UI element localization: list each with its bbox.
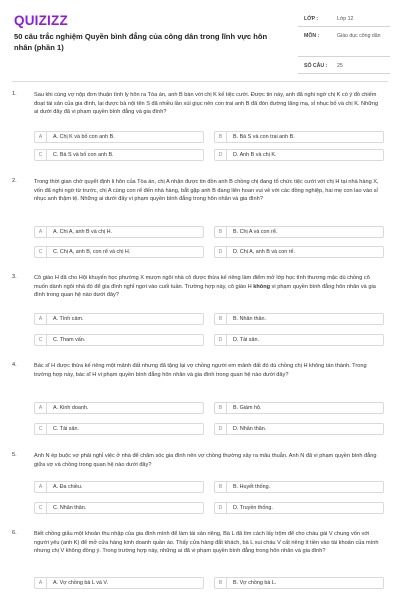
option-text: C. Tài sản. — [53, 426, 79, 432]
option-letter: B — [215, 482, 227, 492]
option-text: B. Giám hộ. — [233, 405, 262, 411]
option-d[interactable] — [214, 246, 384, 258]
option-c[interactable] — [34, 334, 204, 346]
option-text: D. Anh B và chị K. — [233, 152, 277, 158]
option-c[interactable] — [34, 423, 204, 435]
option-b[interactable] — [214, 313, 384, 325]
meta-value: Giáo dục công dân — [337, 33, 381, 39]
header-divider — [12, 81, 388, 82]
option-c[interactable] — [34, 502, 204, 514]
option-a[interactable] — [34, 402, 204, 414]
option-letter: D — [215, 150, 227, 160]
question-text: Sau khi cùng vợ nộp đơn thuận tình ly hôn ra Tòa án, anh B bàn với chị K kế tiệc cưới. Được tin này, anh đã nghi ngờ chị K có ý đồ chiếm đoạt tài sản của gia đình, lại được bà nội tên S đã nhiều lần xúi giục nên con trai anh B đã đón đường lăng mạ, sỉ nhục bố và chị K. Những ai dưới đây đã vi phạm quyền bình đẳng và gia đình? — [34, 92, 379, 115]
option-d[interactable] — [214, 149, 384, 161]
question-text: Bác sĩ H được thừa kế riêng một mảnh đất nhưng đã tặng lại vợ chồng người em mảnh đất đó dù chồng chị H không tán thành. Trong trường hợp này, bác sĩ H vi phạm quyền bình đẳng hôn nhân và gia đình trong quan hệ nào dưới đây? — [34, 363, 367, 378]
option-text: B. Bà S và con trai anh B. — [233, 134, 295, 140]
question-text-part: Cô giáo H đã cho Hội khuyến học phường X mượn ngôi nhà cô được thừa kế riêng làm điểm mở lớp học tình thương mặc dù chồng cô muốn dành ngôi nhà đó để gia đình nghỉ ngơi vào cuối tuần. Trường hợp này, cô giáo H — [34, 275, 370, 290]
question-number: 6. — [12, 530, 17, 536]
option-letter: D — [215, 335, 227, 345]
option-b[interactable] — [214, 131, 384, 143]
option-letter: A — [35, 403, 47, 413]
option-text: A. Đa chiều. — [53, 484, 83, 490]
option-letter: D — [215, 424, 227, 434]
option-letter: B — [215, 227, 227, 237]
option-a[interactable] — [34, 313, 204, 325]
meta-row-class — [298, 10, 390, 27]
option-text: A. Chị K và bố con anh B. — [53, 134, 115, 140]
option-letter: C — [35, 503, 47, 513]
option-text: A. Tình cảm. — [53, 316, 84, 322]
option-text: B. Chị A và con rể. — [233, 229, 278, 235]
option-a[interactable] — [34, 577, 204, 589]
option-letter: C — [35, 424, 47, 434]
option-c[interactable] — [34, 149, 204, 161]
meta-row-subject — [298, 27, 390, 57]
option-d[interactable] — [214, 502, 384, 514]
option-letter: C — [35, 247, 47, 257]
option-d[interactable] — [214, 334, 384, 346]
question-text-part: vi phạm quyền bình đẳng hôn nhân và gia đình trong quan hệ nào dưới đây? — [34, 283, 376, 298]
option-b[interactable] — [214, 577, 384, 589]
option-a[interactable] — [34, 481, 204, 493]
option-letter: B — [215, 403, 227, 413]
option-text: D. Truyền thống. — [233, 505, 273, 511]
option-text: D. Tài sản. — [233, 337, 259, 343]
question-text: Anh N ép buộc vợ phải nghỉ việc ở nhà để chăm sóc gia đình nên vợ chồng thường xảy ra mâu thuẫn. Anh N đã vi phạm quyền bình đẳng giữa vợ và chồng trong quan hệ nào dưới đây? — [34, 453, 377, 468]
option-letter: B — [215, 578, 227, 588]
question-text — [34, 274, 384, 300]
meta-row-count — [298, 57, 390, 74]
option-letter: A — [35, 227, 47, 237]
option-a[interactable] — [34, 226, 204, 238]
question-text: Biết chồng giấu một khoản thu nhập của gia đình mình để làm tài sản riêng, Bà L đã tìm cách lấy trộm để cho cháu gái V chung vốn với người yêu (anh K) để mở cửa hàng kinh doanh quần áo. Thấy cửa hàng đắt khách, bà L xui cháu V cất riêng ít tiền vào tài khoản của mình nhưng chị V không đồng ý. Trong trường hợp này, những ai đã vi phạm quyền bình đẳng trong hôn nhân và gia đình? — [34, 531, 379, 554]
question-number: 4. — [12, 362, 17, 368]
option-d[interactable] — [214, 423, 384, 435]
option-b[interactable] — [214, 481, 384, 493]
quizizz-logo: QUIZIZZ — [14, 13, 68, 28]
option-letter: D — [215, 503, 227, 513]
option-b[interactable] — [214, 226, 384, 238]
question-text: Trong thời gian chờ quyết định li hôn của Tòa án, chị A nhận được tin đồn anh B chồng chị đang tổ chức tiệc cưới với chị H tại nhà hàng X, vốn đã nghi ngờ từ trước, chị A cùng con rể đến nhà hàng, bắt gặp anh B đang liên hoan vui vẻ với các đồng nghiệp, hai mẹ con lao vào sỉ nhục anh thậm tệ. Những ai dưới đây vi phạm quyền bình đẳng trong hôn nhân và gia đình? — [34, 179, 379, 202]
meta-label: LỚP : — [304, 16, 319, 22]
option-letter: C — [35, 150, 47, 160]
option-c[interactable] — [34, 246, 204, 258]
worksheet-title: 50 câu trắc nghiệm Quyền bình đẳng của công dân trong lĩnh vực hôn nhân (phần 1) — [14, 32, 268, 52]
option-letter: C — [35, 335, 47, 345]
worksheet-header — [0, 0, 400, 76]
meta-table — [298, 10, 390, 74]
question-number: 1. — [12, 91, 17, 97]
question-number: 5. — [12, 452, 17, 458]
meta-label: MÔN : — [304, 33, 320, 39]
option-letter: B — [215, 132, 227, 142]
meta-value: 25 — [337, 63, 343, 69]
option-text: C. Tham vấn. — [53, 337, 86, 343]
option-text: B. Huyết thống. — [233, 484, 271, 490]
option-text: A. Chị A, anh B và chị H. — [53, 229, 113, 235]
option-text: B. Nhân thân. — [233, 316, 266, 322]
option-letter: A — [35, 482, 47, 492]
option-b[interactable] — [214, 402, 384, 414]
option-text: C. Bà S và bố con anh B. — [53, 152, 114, 158]
question-number: 3. — [12, 274, 17, 280]
question-text-emphasis: không — [253, 283, 271, 290]
option-text: A. Vợ chồng bà L và V. — [53, 580, 108, 586]
option-text: A. Kinh doanh. — [53, 405, 89, 411]
option-text: C. Chị A, anh B, con rể và chị H. — [53, 249, 131, 255]
option-a[interactable] — [34, 131, 204, 143]
option-text: D. Nhân thân. — [233, 426, 267, 432]
meta-label: SỐ CÂU : — [304, 63, 328, 69]
meta-value: Lớp 12 — [337, 16, 354, 22]
question-number: 2. — [12, 178, 17, 184]
option-letter: A — [35, 578, 47, 588]
option-letter: D — [215, 247, 227, 257]
option-text: D. Chị A, anh B và con rể. — [233, 249, 296, 255]
option-letter: A — [35, 314, 47, 324]
option-letter: B — [215, 314, 227, 324]
option-letter: A — [35, 132, 47, 142]
option-text: B. Vợ chồng bà L. — [233, 580, 277, 586]
option-text: C. Nhân thân. — [53, 505, 87, 511]
